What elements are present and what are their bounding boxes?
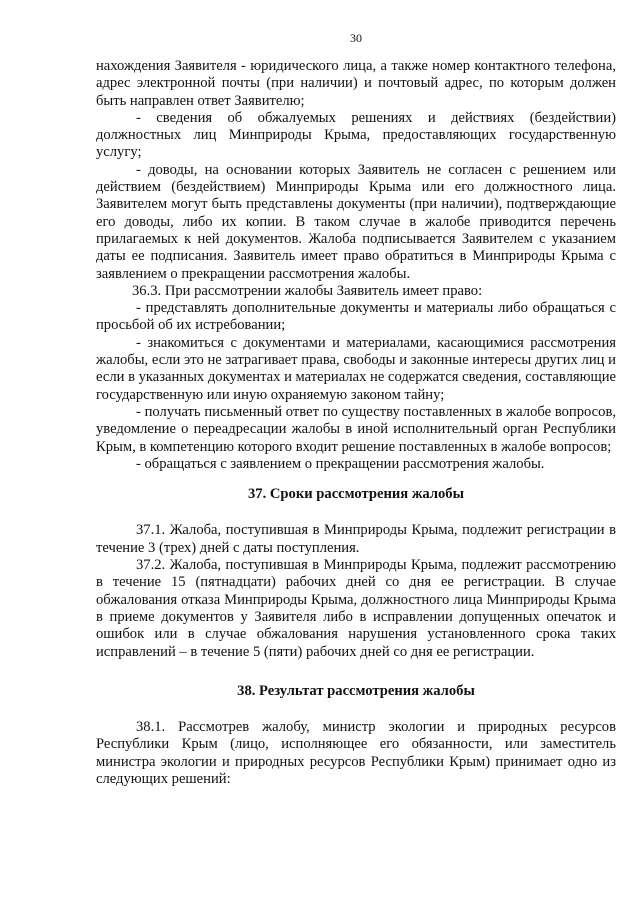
- paragraph-submit-documents: - представлять дополнительные документы и материалы либо обращаться с просьбой об их истребовании;: [96, 300, 616, 334]
- paragraph-receive-answer: - получать письменный ответ по существу поставленных в жалобе вопросов, уведомление о переадресации жалобы в иной исполнительный орган Республики Крым, в компетенцию которого входит решение поставленных в жалобе вопросов;: [96, 403, 616, 455]
- page-number: 30: [350, 31, 362, 45]
- document-page: [96, 0, 616, 905]
- paragraph-37-1: 37.1. Жалоба, поступившая в Минприроды Крыма, подлежит регистрации в течение 3 (трех) дней с даты поступления.: [96, 522, 616, 556]
- paragraph-arguments: - доводы, на основании которых Заявитель не согласен с решением или действием (бездействием) Минприроды Крыма или его должностного лица. Заявителем могут быть представлены документы (при наличии), подтверждающие его доводы, либо их копии. В таком случае в жалобе приводится перечень прилагаемых к ней документов. Жалоба подписывается Заявителем с указанием даты ее подписания. Заявитель имеет право обратиться в Минприроды Крыма с заявлением о прекращении рассмотрения жалобы.: [96, 161, 616, 282]
- paragraph-decisions-info: - сведения об обжалуемых решениях и действиях (бездействии) должностных лиц Минприроды Крыма, предоставляющих государственную услугу;: [96, 109, 616, 161]
- section-heading-37: 37. Сроки рассмотрения жалобы: [247, 486, 464, 503]
- section-heading-38: 38. Результат рассмотрения жалобы: [237, 682, 475, 699]
- paragraph-termination-request: - обращаться с заявлением о прекращении рассмотрения жалобы.: [136, 455, 545, 472]
- document-body: [96, 58, 616, 788]
- paragraph-37-2: 37.2. Жалоба, поступившая в Минприроды Крыма, подлежит рассмотрению в течение 15 (пятнадцати) рабочих дней со дня ее регистрации. В случае обжалования отказа Минприроды Крыма, должностного лица Минприроды Крыма в приеме документов у Заявителя либо в исправлении допущенных опечаток и ошибок или в случае обжалования нарушения установленного срока таких исправлений – в течение 5 (пяти) рабочих дней со дня ее регистрации.: [96, 557, 616, 660]
- paragraph-38-1: 38.1. Рассмотрев жалобу, министр экологии и природных ресурсов Республики Крым (лицо, исполняющее его обязанности, или заместитель министра экологии и природных ресурсов Республики Крым) принимает одно из следующих решений:: [96, 719, 616, 787]
- paragraph-applicant-address: нахождения Заявителя - юридического лица, а также номер контактного телефона, адрес электронной почты (при наличии) и почтовый адрес, по которым должен быть направлен ответ Заявителю;: [96, 58, 616, 109]
- paragraph-review-documents: - знакомиться с документами и материалами, касающимися рассмотрения жалобы, если это не затрагивает права, свободы и законные интересы других лиц и если в указанных документах и материалах не содержатся сведения, составляющие государственную или иную охраняемую законом тайну;: [96, 334, 616, 403]
- paragraph-36-3: 36.3. При рассмотрении жалобы Заявитель имеет право:: [132, 282, 483, 299]
